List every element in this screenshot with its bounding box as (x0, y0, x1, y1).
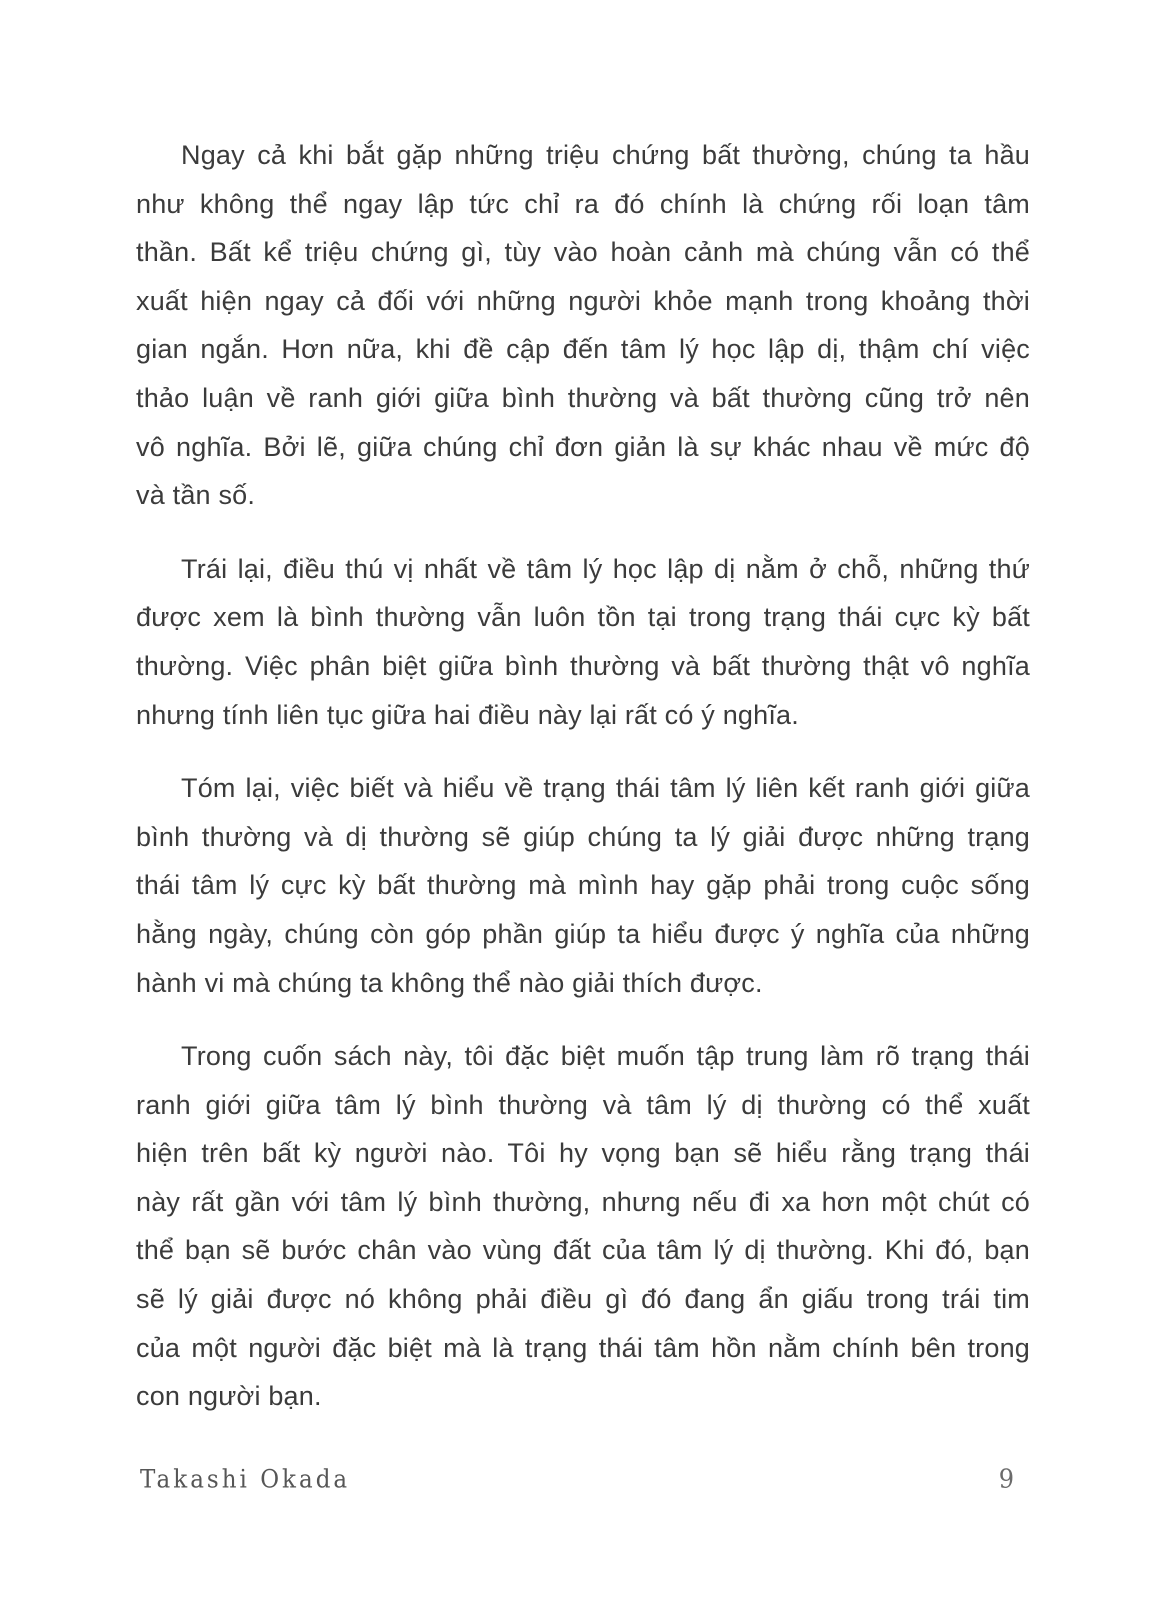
footer-author: Takashi Okada (140, 1465, 351, 1494)
text-line: Ngay cả khi bắt gặp những triệu chứng bất thường, chúng ta hầu (181, 140, 1030, 170)
content-area (136, 131, 1030, 1446)
text-line: con người bạn. (136, 1381, 322, 1412)
text-line: ranh giới giữa tâm lý bình thường và tâm lý dị thường có thể xuất (136, 1089, 1030, 1120)
text-line: như không thể ngay lập tức chỉ ra đó chính là chứng rối loạn tâm (136, 188, 1030, 219)
text-line: Trong cuốn sách này, tôi đặc biệt muốn tập trung làm rõ trạng thái (181, 1041, 1030, 1072)
text-line: Trái lại, điều thú vị nhất về tâm lý học lập dị nằm ở chỗ, những thứ (181, 553, 1030, 584)
paragraph (136, 1032, 1030, 1421)
text-line: được xem là bình thường vẫn luôn tồn tại trong trạng thái cực kỳ bất (136, 602, 1030, 633)
text-line: vô nghĩa. Bởi lẽ, giữa chúng chỉ đơn giản là sự khác nhau về mức độ (136, 431, 1030, 462)
text-line: bình thường và dị thường sẽ giúp chúng ta lý giải được những trạng (136, 821, 1030, 852)
text-line: sẽ lý giải được nó không phải điều gì đó đang ẩn giấu trong trái tim (136, 1284, 1030, 1315)
text-line: thường. Việc phân biệt giữa bình thường và bất thường thật vô nghĩa (136, 650, 1030, 681)
text-line: thể bạn sẽ bước chân vào vùng đất của tâm lý dị thường. Khi đó, bạn (136, 1235, 1030, 1266)
text-line: xuất hiện ngay cả đối với những người khỏe mạnh trong khoảng thời (136, 285, 1030, 316)
text-line: Tóm lại, việc biết và hiểu về trạng thái tâm lý liên kết ranh giới giữa (181, 773, 1030, 804)
text-line: thần. Bất kể triệu chứng gì, tùy vào hoàn cảnh mà chúng vẫn có thể (136, 237, 1030, 268)
text-line: hành vi mà chúng ta không thể nào giải thích được. (136, 967, 763, 998)
footer-page-number: 9 (998, 1463, 1014, 1494)
text-line: và tần số. (136, 480, 256, 511)
paragraph (136, 545, 1030, 739)
text-line: hiện trên bất kỳ người nào. Tôi hy vọng bạn sẽ hiểu rằng trạng thái (136, 1138, 1030, 1169)
text-line: thái tâm lý cực kỳ bất thường mà mình hay gặp phải trong cuộc sống (136, 870, 1030, 901)
paragraph (136, 131, 1030, 520)
page-footer (140, 1463, 1014, 1494)
text-line: này rất gần với tâm lý bình thường, nhưng nếu đi xa hơn một chút có (136, 1186, 1030, 1217)
paragraph (136, 764, 1030, 1007)
text-line: gian ngắn. Hơn nữa, khi đề cập đến tâm lý học lập dị, thậm chí việc (136, 334, 1030, 365)
text-line: thảo luận về ranh giới giữa bình thường và bất thường cũng trở nên (136, 382, 1030, 413)
text-line: hằng ngày, chúng còn góp phần giúp ta hiểu được ý nghĩa của những (136, 918, 1030, 949)
text-line: của một người đặc biệt mà là trạng thái tâm hồn nằm chính bên trong (136, 1332, 1030, 1363)
text-line: nhưng tính liên tục giữa hai điều này lại rất có ý nghĩa. (136, 699, 799, 730)
